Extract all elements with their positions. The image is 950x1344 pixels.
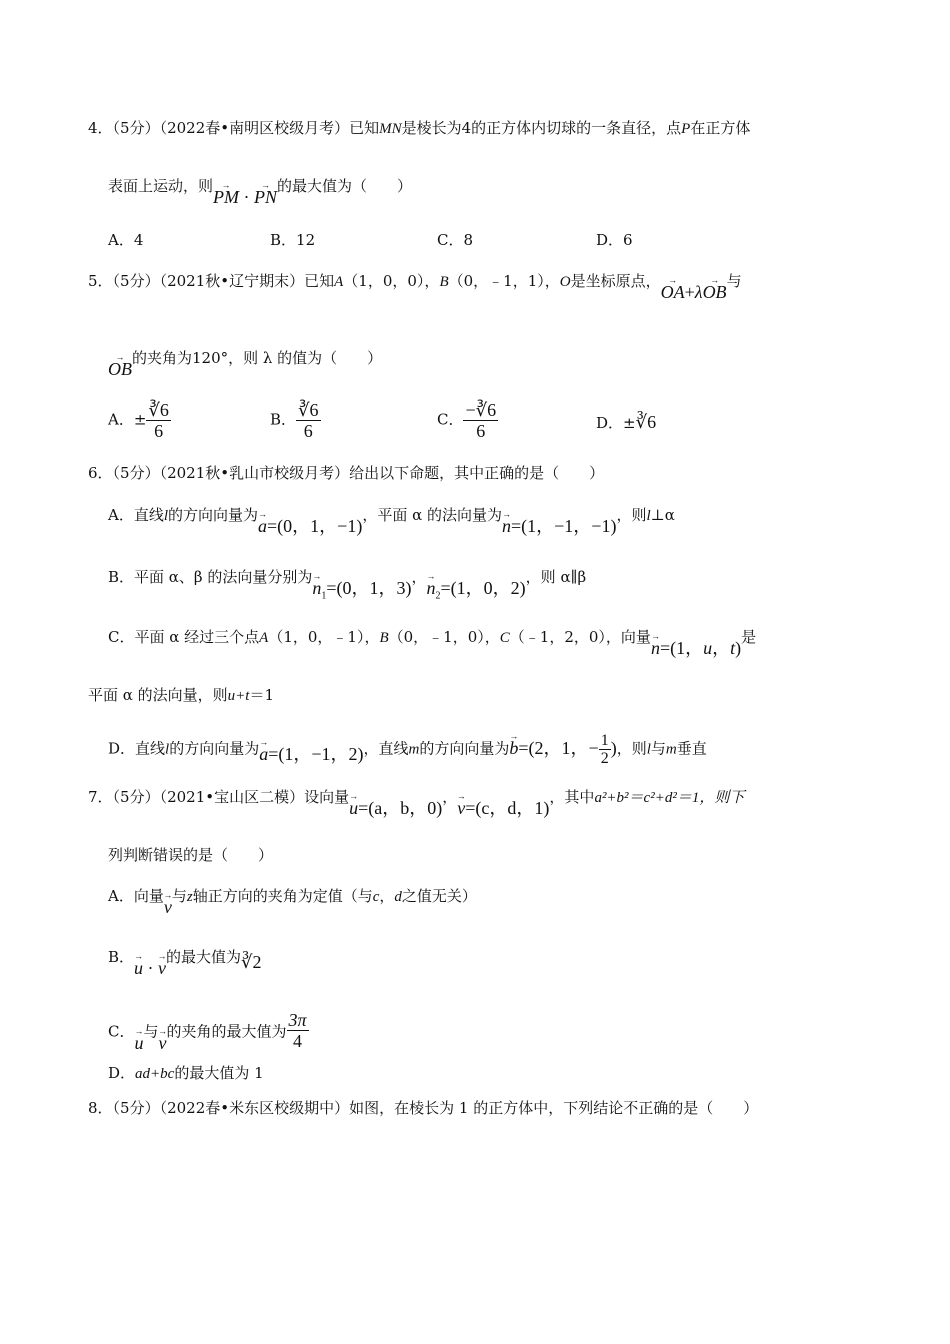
q4-option-d: D．6 <box>596 231 633 249</box>
q7-line1: 7．（5分）（2021•宝山区二模）设向量→ u=(a，b，0)，→ v=(c，d，1)，其中a²+b²＝c²+d²＝1，则下 <box>88 786 744 808</box>
q4-line2: 表面上运动，则→ PM · → PN的最大值为（ ） <box>108 175 412 196</box>
q7-option-b: B．→ u · → v的最大值为∛2 <box>108 946 262 967</box>
q4-line1: 4．（5分）（2022春•南明区校级月考）已知MN是棱长为4的正方体内切球的一条直径，点P在正方体 <box>88 119 751 137</box>
q6-option-d: D．直线l的方向向量为→ a=(1，−1，2)，直线m的方向向量为→ b=(2，1，− $\frac{1}{2}$ )，则l与m垂直 <box>108 732 707 767</box>
q5-number: 5． <box>88 272 113 290</box>
q5-vector-expr: → OA+λ→ OB <box>661 282 727 302</box>
q5-option-b: B． $\frac{∛6}{6}$ <box>270 400 319 441</box>
q8-line1: 8．（5分）（2022春•米东区校级期中）如图，在棱长为 1 的正方体中，下列结论不正确的是（ ） <box>88 1099 759 1117</box>
q7-option-a: A．向量→ v与z轴正方向的夹角为定值（与c，d之值无关） <box>108 885 477 907</box>
q4-option-a: A．4 <box>108 231 144 249</box>
q5-option-a: A．± $\frac{∛6}{6}$ <box>108 400 169 441</box>
q7-option-d: D．ad+bc的最大值为 1 <box>108 1064 264 1082</box>
q5-line1: 5．（5分）（2021秋•辽宁期末）已知A（1，0，0），B（0，﹣1，1），O是坐标原点，→ OA+λ→ OB与 <box>88 270 742 292</box>
q7-number: 7． <box>88 788 113 806</box>
q5-option-c: C． $\frac{-∛6}{6}$ <box>437 400 497 441</box>
q6-line1: 6．（5分）（2021秋•乳山市校级月考）给出以下命题，其中正确的是（ ） <box>88 464 605 482</box>
q5-line2: → OB的夹角为120°，则 λ 的值为（ ） <box>108 347 382 368</box>
q6-option-b: B．平面 α、β 的法向量分别为→ $n_1=(0$，1，3)，→ $n_2=(1$，0，2)，则 α∥β <box>108 566 586 595</box>
q7-option-c: C．→ u与→ v的夹角的最大值为 $\frac{3\pi}{4}$ <box>108 1012 309 1053</box>
q8-number: 8． <box>88 1099 113 1117</box>
q6-option-c-line2: 平面 α 的法向量，则u+t＝1 <box>88 686 275 704</box>
q4-number: 4． <box>88 119 113 137</box>
q4-option-c: C．8 <box>437 231 474 249</box>
q7-line2: 列判断错误的是（ ） <box>108 846 274 864</box>
q4-option-b: B．12 <box>270 231 316 249</box>
q6-option-c: C．平面 α 经过三个点A（1，0，﹣1），B（0，﹣1，0），C（﹣1，2，0），向量→ n=(1，u，t)是 <box>108 626 756 648</box>
q4-dot-product: → PM · → PN <box>213 187 277 207</box>
q6-number: 6． <box>88 464 113 482</box>
q6-option-a: A．直线l的方向向量为→ a=(0，1，−1)，平面 α 的法向量为→ n=(1，−1，−1)，则l⊥α <box>108 504 675 526</box>
q5-option-d: D．±∛6 <box>596 412 657 432</box>
